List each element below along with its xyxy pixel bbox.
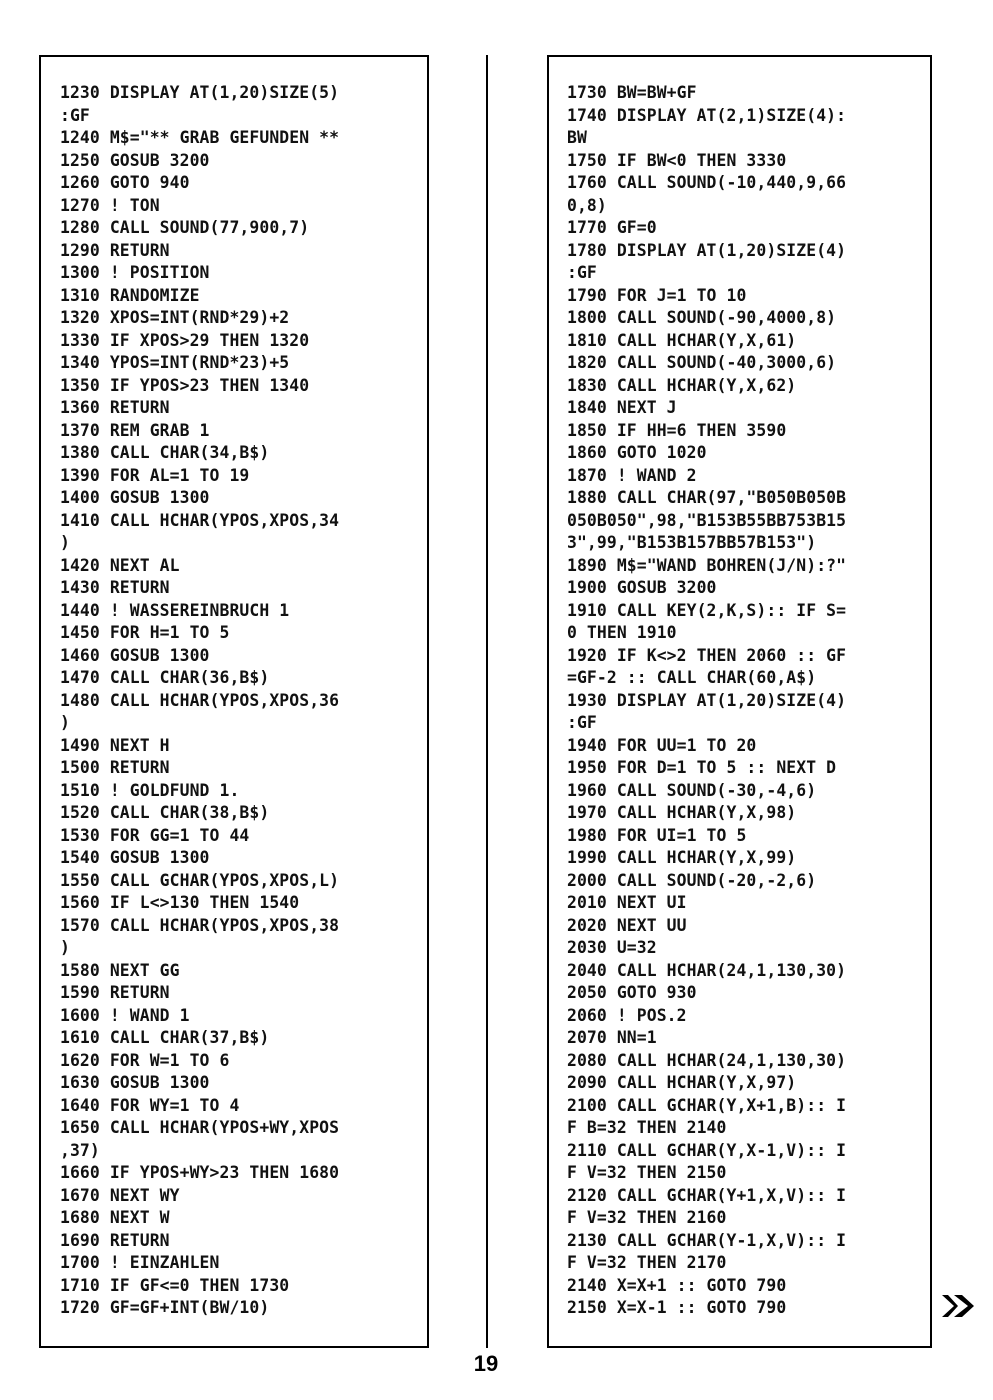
code-line: 2080 CALL HCHAR(24,1,130,30)	[567, 1050, 847, 1070]
code-line: 050B050",98,"B153B55BB753B15	[567, 510, 847, 530]
code-line: 1650 CALL HCHAR(YPOS+WY,XPOS	[60, 1118, 340, 1137]
code-line: 2040 CALL HCHAR(24,1,130,30)	[567, 960, 847, 980]
code-line: 1810 CALL HCHAR(Y,X,61)	[567, 330, 797, 350]
code-line: )	[60, 713, 70, 732]
right-code-listing	[567, 82, 846, 1320]
code-line: 1680 NEXT W	[60, 1208, 170, 1227]
code-line: 1780 DISPLAY AT(1,20)SIZE(4)	[567, 240, 847, 260]
code-line: 1790 FOR J=1 TO 10	[567, 285, 747, 305]
code-line: 1710 IF GF<=0 THEN 1730	[60, 1275, 290, 1295]
code-line: 2130 CALL GCHAR(Y-1,X,V):: I	[567, 1230, 847, 1250]
code-line: 1730 BW=BW+GF	[567, 83, 697, 102]
code-line: ,37)	[60, 1140, 100, 1160]
code-line: 1490 NEXT H	[60, 735, 170, 755]
code-line: 1850 IF HH=6 THEN 3590	[567, 420, 787, 440]
code-line: 1890 M$="WAND BOHREN(J/N):?"	[567, 555, 847, 575]
code-line: 0,8)	[567, 195, 607, 215]
code-line: 1240 M$="** GRAB GEFUNDEN **	[60, 128, 340, 147]
code-line: 1770 GF=0	[567, 218, 657, 237]
code-line: 1830 CALL HCHAR(Y,X,62)	[567, 375, 797, 395]
code-line: 1540 GOSUB 1300	[60, 848, 210, 867]
code-line: 1300 ! POSITION	[60, 263, 210, 282]
code-line: 1350 IF YPOS>23 THEN 1340	[60, 375, 310, 395]
code-line: 1500 RETURN	[60, 758, 170, 777]
code-line: 2000 CALL SOUND(-20,-2,6)	[567, 870, 817, 890]
code-line: 1800 CALL SOUND(-90,4000,8)	[567, 308, 837, 327]
code-line: 1600 ! WAND 1	[60, 1005, 190, 1025]
code-line: 1480 CALL HCHAR(YPOS,XPOS,36	[60, 690, 340, 710]
code-line: 1360 RETURN	[60, 398, 170, 417]
code-line: 1550 CALL GCHAR(YPOS,XPOS,L)	[60, 870, 340, 890]
code-line: 1340 YPOS=INT(RND*23)+5	[60, 353, 290, 372]
code-line: 1700 ! EINZAHLEN	[60, 1253, 220, 1272]
code-line: 1510 ! GOLDFUND 1.	[60, 780, 240, 800]
code-line: 1880 CALL CHAR(97,"B050B050B	[567, 488, 847, 507]
code-line: 1470 CALL CHAR(36,B$)	[60, 668, 270, 687]
code-line: 1450 FOR H=1 TO 5	[60, 623, 230, 642]
code-line: 1690 RETURN	[60, 1230, 170, 1250]
code-line: :GF	[567, 713, 597, 732]
code-line: )	[60, 938, 70, 957]
code-line: 1440 ! WASSEREINBRUCH 1	[60, 600, 290, 620]
code-line: 2120 CALL GCHAR(Y+1,X,V):: I	[567, 1185, 847, 1205]
code-line: 1370 REM GRAB 1	[60, 420, 210, 440]
code-line: 1380 CALL CHAR(34,B$)	[60, 443, 270, 462]
code-line: 2090 CALL HCHAR(Y,X,97)	[567, 1073, 797, 1092]
code-line: 3",99,"B153B157BB57B153")	[567, 533, 817, 552]
code-line: 2140 X=X+1 :: GOTO 790	[567, 1275, 787, 1295]
code-line: 2110 CALL GCHAR(Y,X-1,V):: I	[567, 1140, 847, 1160]
code-line: 2100 CALL GCHAR(Y,X+1,B):: I	[567, 1095, 847, 1115]
code-line: 1960 CALL SOUND(-30,-4,6)	[567, 780, 817, 800]
code-line: 1580 NEXT GG	[60, 960, 180, 980]
code-line: 1230 DISPLAY AT(1,20)SIZE(5)	[60, 83, 340, 102]
code-line: 2010 NEXT UI	[567, 893, 687, 912]
continue-arrow-icon	[940, 1293, 976, 1319]
code-line: 1250 GOSUB 3200	[60, 150, 210, 170]
code-line: 1460 GOSUB 1300	[60, 645, 210, 665]
code-line: 1630 GOSUB 1300	[60, 1073, 210, 1092]
code-line: 1610 CALL CHAR(37,B$)	[60, 1028, 270, 1047]
code-line: F B=32 THEN 2140	[567, 1118, 727, 1137]
code-line: 1720 GF=GF+INT(BW/10)	[60, 1298, 270, 1317]
code-line: 1330 IF XPOS>29 THEN 1320	[60, 330, 310, 350]
code-line: 1430 RETURN	[60, 578, 170, 597]
code-line: 1400 GOSUB 1300	[60, 488, 210, 507]
code-line: :GF	[567, 263, 597, 282]
code-line: 2030 U=32	[567, 938, 657, 957]
code-line: 1280 CALL SOUND(77,900,7)	[60, 218, 310, 237]
code-line: 1670 NEXT WY	[60, 1185, 180, 1205]
code-line: 1620 FOR W=1 TO 6	[60, 1050, 230, 1070]
code-line: 1530 FOR GG=1 TO 44	[60, 825, 250, 845]
code-line: F V=32 THEN 2170	[567, 1253, 727, 1272]
code-line: 1520 CALL CHAR(38,B$)	[60, 803, 270, 822]
code-line: 1660 IF YPOS+WY>23 THEN 1680	[60, 1163, 340, 1182]
code-line: 1420 NEXT AL	[60, 555, 180, 575]
code-line: 1900 GOSUB 3200	[567, 578, 717, 597]
code-line: 1640 FOR WY=1 TO 4	[60, 1095, 240, 1115]
code-line: 1840 NEXT J	[567, 398, 677, 417]
code-line: =GF-2 :: CALL CHAR(60,A$)	[567, 668, 817, 687]
code-line: 1970 CALL HCHAR(Y,X,98)	[567, 803, 797, 822]
code-line: F V=32 THEN 2150	[567, 1163, 727, 1182]
code-line: 1760 CALL SOUND(-10,440,9,66	[567, 173, 847, 192]
code-line: F V=32 THEN 2160	[567, 1208, 727, 1227]
page-number: 19	[473, 1351, 499, 1376]
code-line: 1860 GOTO 1020	[567, 443, 707, 462]
code-line: 1820 CALL SOUND(-40,3000,6)	[567, 353, 837, 372]
code-line: :GF	[60, 105, 90, 125]
code-line: 1980 FOR UI=1 TO 5	[567, 825, 747, 845]
code-line: 2150 X=X-1 :: GOTO 790	[567, 1298, 787, 1317]
code-line: 1910 CALL KEY(2,K,S):: IF S=	[567, 600, 847, 620]
left-code-listing	[60, 82, 339, 1320]
code-line: 1260 GOTO 940	[60, 173, 190, 192]
code-line: 1930 DISPLAY AT(1,20)SIZE(4)	[567, 690, 847, 710]
code-line: 1920 IF K<>2 THEN 2060 :: GF	[567, 645, 847, 665]
code-line: 1590 RETURN	[60, 983, 170, 1002]
code-line: 1390 FOR AL=1 TO 19	[60, 465, 250, 485]
code-line: 2070 NN=1	[567, 1028, 657, 1047]
code-line: 1570 CALL HCHAR(YPOS,XPOS,38	[60, 915, 340, 935]
code-line: )	[60, 533, 70, 552]
code-line: 1990 CALL HCHAR(Y,X,99)	[567, 848, 797, 867]
code-line: 1270 ! TON	[60, 195, 160, 215]
code-line: 1870 ! WAND 2	[567, 465, 697, 485]
code-line: 1750 IF BW<0 THEN 3330	[567, 150, 787, 170]
code-line: 1410 CALL HCHAR(YPOS,XPOS,34	[60, 510, 340, 530]
code-line: 2020 NEXT UU	[567, 915, 687, 935]
code-line: 2060 ! POS.2	[567, 1005, 687, 1025]
code-line: 1310 RANDOMIZE	[60, 285, 200, 305]
code-line: BW	[567, 128, 587, 147]
code-line: 0 THEN 1910	[567, 623, 677, 642]
code-line: 1560 IF L<>130 THEN 1540	[60, 893, 300, 912]
code-line: 1320 XPOS=INT(RND*29)+2	[60, 308, 290, 327]
code-line: 2050 GOTO 930	[567, 983, 697, 1002]
code-line: 1740 DISPLAY AT(2,1)SIZE(4):	[567, 105, 847, 125]
code-line: 1290 RETURN	[60, 240, 170, 260]
code-line: 1940 FOR UU=1 TO 20	[567, 735, 757, 755]
code-line: 1950 FOR D=1 TO 5 :: NEXT D	[567, 758, 837, 777]
column-divider	[486, 55, 488, 1348]
